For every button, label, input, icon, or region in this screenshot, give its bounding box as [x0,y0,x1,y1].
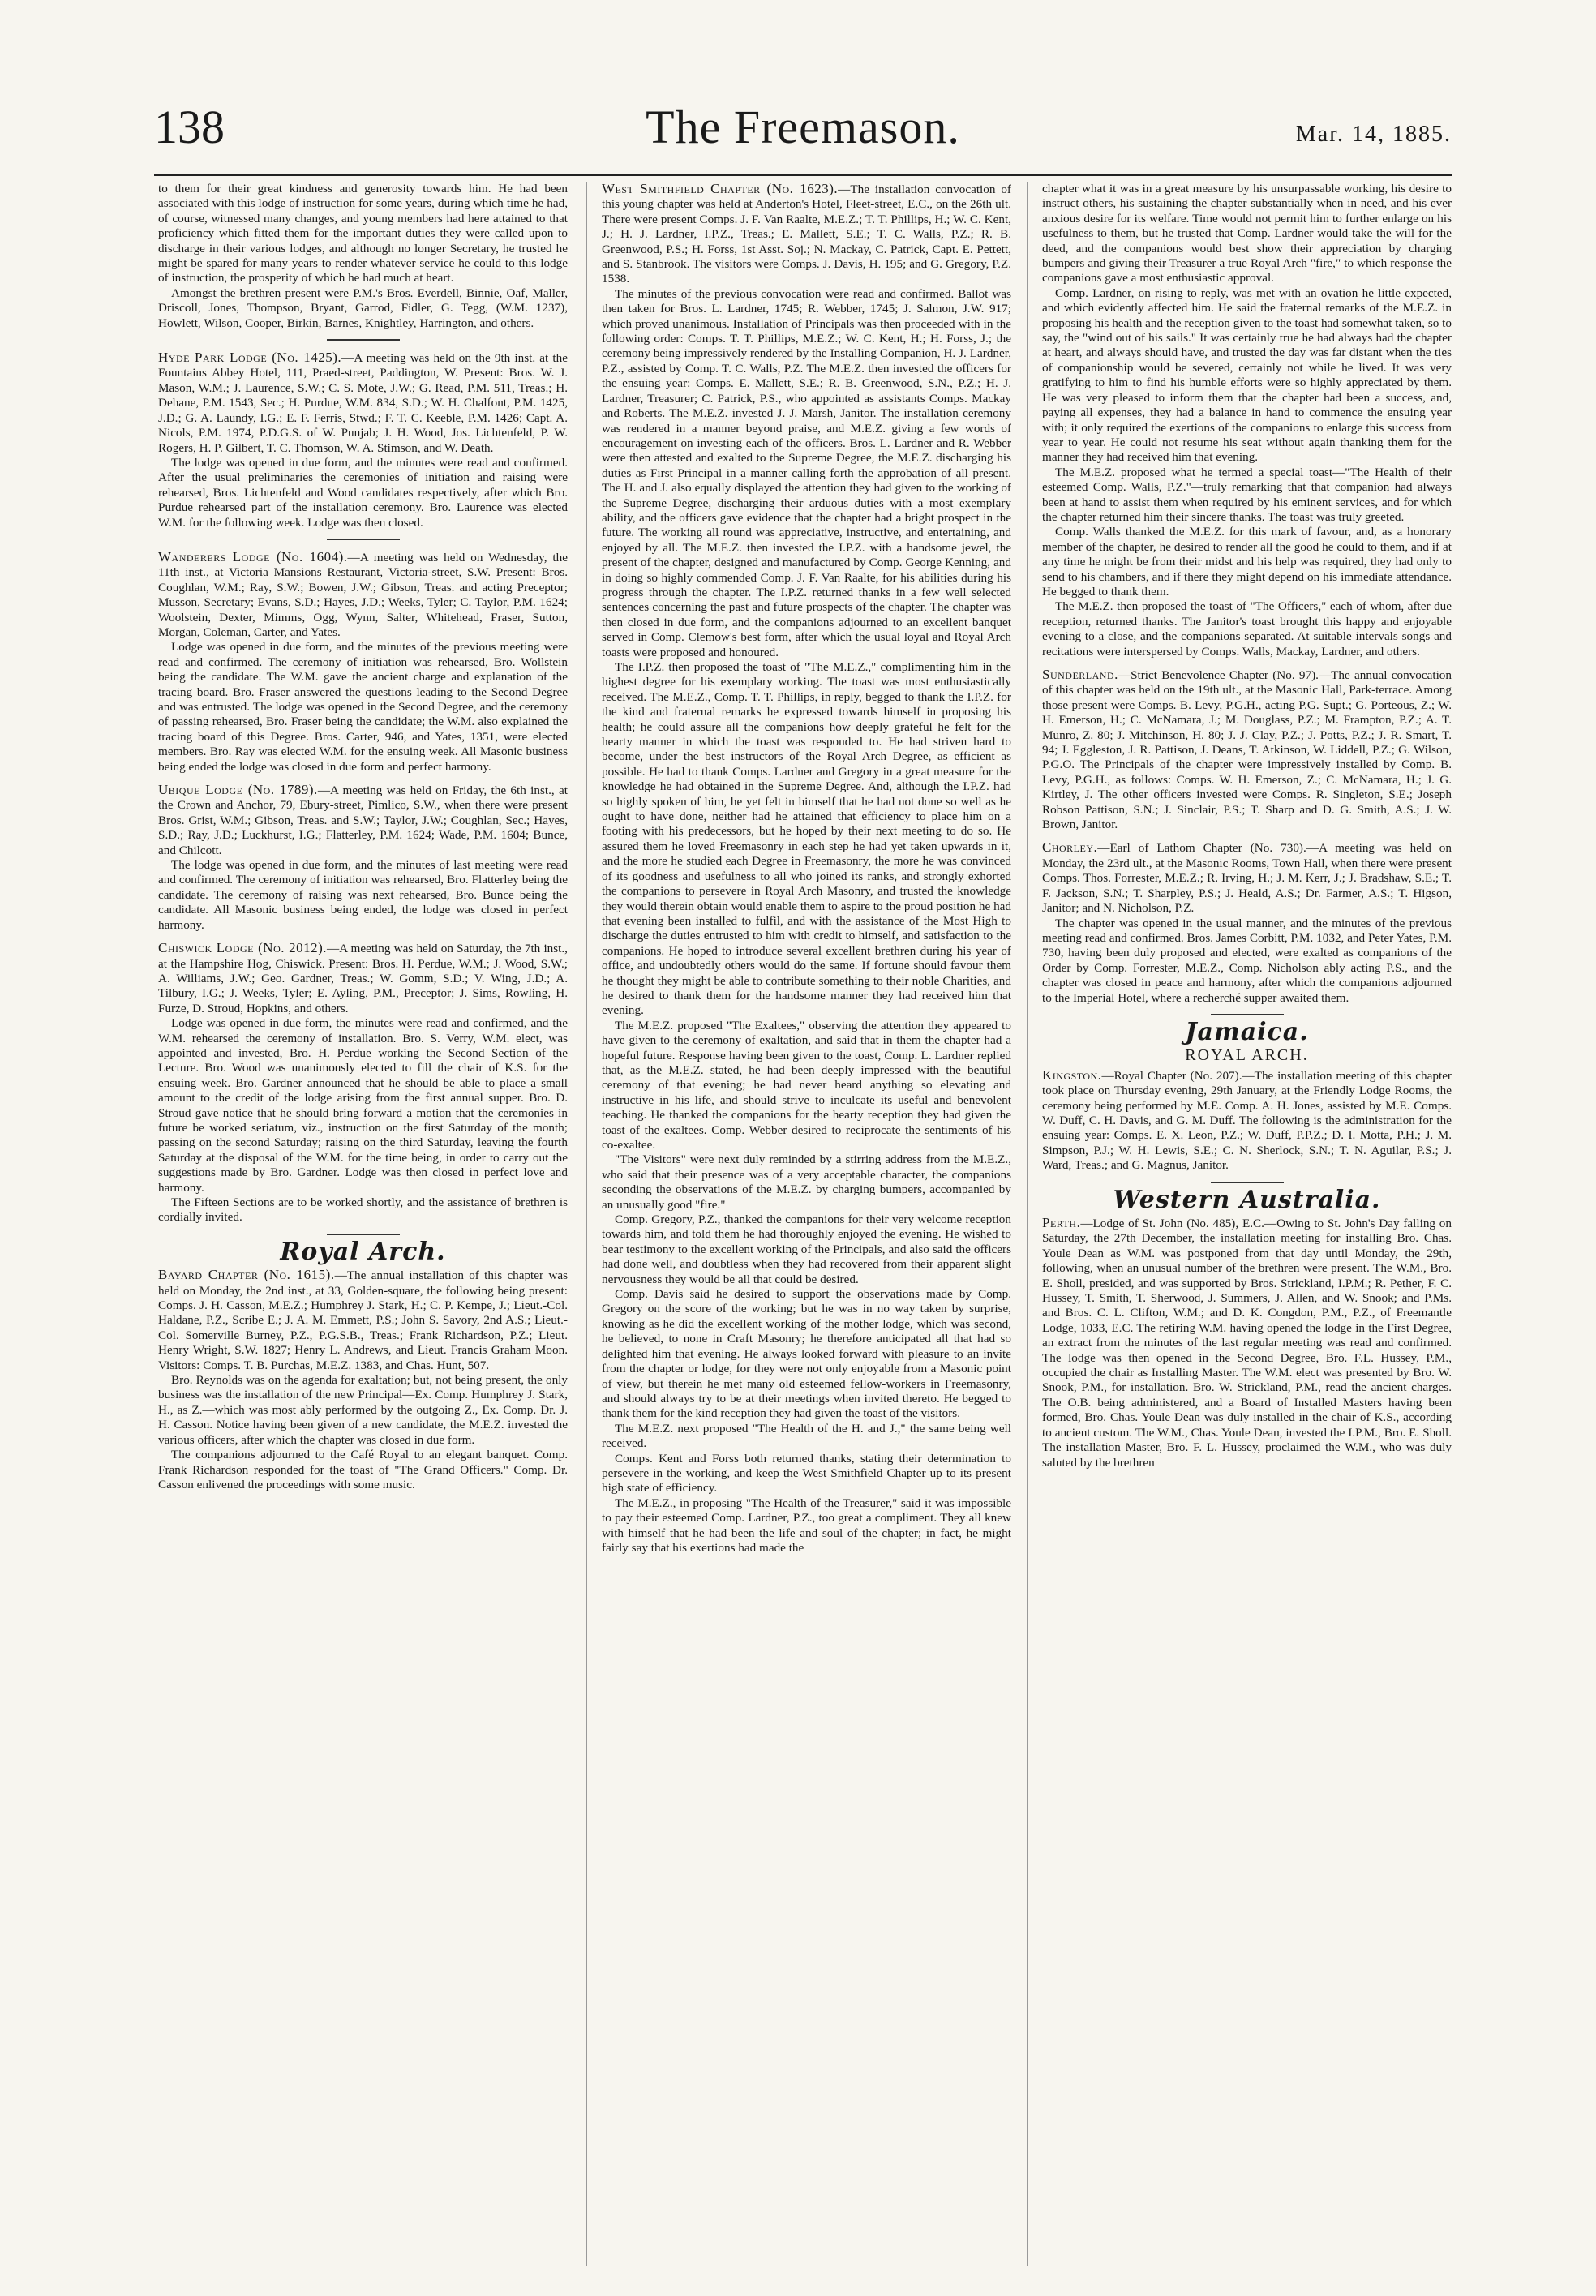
separator [1211,1182,1284,1183]
article-chiswick-lodge [158,941,568,1225]
paragraph: Hyde Park Lodge (No. 1425).—A meeting was held on the 9th inst. at the Fountains Abbey Hotel, 111, Praed-street, Paddington, W. Present: Bros. W. J. Mason, W.M.; J. Laurence, S.W.; C. S. Mote, J.W.; G. Read, P.M. 511, Treas.; H. Dehane, P.M. 1543, Sec.; H. Purdue, W.M. 834, S.D.; W. H. Chalfont, P.M. 1425, J.D.; G. A. Laundy, I.G.; E. F. Ferris, Stwd.; F. T. C. Keeble, P.M. 1426; Capt. A. Nicols, P.M. 1974, P.D.G.S. of W. Punjab; J. H. Wood, Jos. Lichtenfeld, P. W. Rogers, H. P. Gilbert, T. C. Thomson, W. A. Stimson, and W. Death. [158,350,568,455]
paragraph: The companions adjourned to the Café Royal to an elegant banquet. Comp. Frank Richardson responded for the toast of "The Grand Officers." Comp. Dr. Casson enlivened the proceedings with some music. [158,1448,568,1491]
article-heading: Wanderers Lodge (No. 1604). [158,548,348,564]
paragraph: The lodge was opened in due form, and the minutes were read and confirmed. After the usual preliminaries the ceremonies of initiation and raising were rehearsed, Bros. Lichtenfeld and Wood candidates respectively, after which Bro. Purdue rehearsed part of the installation ceremony. Bro. Laurence was elected W.M. for the following week. Lodge was then closed. [158,455,568,530]
paragraph: Bayard Chapter (No. 1615).—The annual installation of this chapter was held on Monday, the 2nd inst., at 33, Golden-square, the following being present: Comps. J. H. Casson, M.E.Z.; Humphrey J. Stark, H.; C. P. Kempe, J.; Lieut.-Col. Haldane, P.Z., Scribe E.; J. A. M. Emmett, P.S.; John S. Savory, 2nd A.S.; Lieut.-Col. Somerville Burney, P.Z., P.G.S.B., Treas.; Frank Richardson, P.Z.; Lieut. Henry Wright, S.W. 1827; Henry L. Andrews, and Lieut. Francis Graham Moon. Visitors: Comps. T. B. Purchas, M.E.Z. 1383, and Chas. Hunt, 507. [158,1267,568,1372]
page-number: 138 [154,101,225,153]
article-heading: West Smithfield Chapter (No. 1623). [602,182,839,196]
article-sunderland [1042,667,1452,832]
paragraph: Chorley.—Earl of Lathom Chapter (No. 730).—A meeting was held on Monday, the 23rd ult., at the Masonic Rooms, Town Hall, when there were present Comps. Thos. Forrester, M.E.Z.; R. Irving, H.; J. M. Kerr, J.; J. Bradshaw, S.E.; T. F. Jackson, S.N.; T. Sharpley, P.S.; J. Heald, A.S.; Dr. Farmer, A.S.; T. Higson, Janitor; and N. Nicholson, P.Z. [1042,839,1452,916]
article-bayard-chapter [158,1268,568,1492]
paragraph: chapter what it was in a great measure by his unsurpassable working, his desire to instruct others, his sustaining the chapter substantially when in need, and his ever anxious desire for its welfare. Time would not permit him to further enlarge on his usefulness to them, but he trusted that Comp. Lardner would take the will for the deed, and the companions would best show their appreciation by charging bumpers and giving their Treasurer a true Royal Arch "fire," to which response the companions gave a most enthusiastic approval. [1042,182,1452,285]
column-divider [1027,182,1028,2266]
separator [1211,1014,1284,1015]
paragraph: The Fifteen Sections are to be worked shortly, and the assistance of brethren is cordially invited. [158,1195,568,1225]
paragraph: The M.E.Z. proposed "The Exaltees," observing the attention they appeared to have given to the ceremony of exaltation, and said that in them the chapter had a hopeful future. Response having been given to the toast, Comp. L. Lardner replied that, as the M.E.Z. stated, he had been deeply impressed with the beautiful ceremony of that evening; he had never heard anything so elevating and instructive in his life, and should strive to inculcate its useful and benevolent teaching. He thanked the companions for the hearty reception they had given the toast of the exaltees. Comp. Webber desired to reciprocate the sentiments of his co-exaltee. [602,1018,1011,1152]
separator [327,339,400,341]
paragraph: Comp. Davis said he desired to support the observations made by Comp. Gregory on the score of the working; but he was in no way taken by surprise, knowing as he did the excellent working of the mother lodge, which was second, he believed, to none in Craft Masonry; he therefore anticipated all that had so delighted him that evening. He always looked forward with pleasure to an invite from the chapter or lodge, for they were not only enjoyable from a Masonic point of view, but therein he met many old esteemed fellow-workers in Freemasonry, and should always try to be at their meetings when invited thereto. He begged to thank them for the kind reception they had given the toast of the visitors. [602,1287,1011,1421]
article-west-smithfield-continued [1042,182,1452,659]
article-continuation [158,182,568,331]
article-heading: Kingston. [1042,1066,1102,1083]
paragraph: The M.E.Z. proposed what he termed a special toast—"The Health of their esteemed Comp. Walls, P.Z."—truly remarking that that companion had always been at hand to assist them when required by his eminent services, and for which the chapter returned him their sincere thanks. The toast was truly greeted. [1042,465,1452,524]
article-perth [1042,1216,1452,1470]
paragraph: Comp. Lardner, on rising to reply, was met with an ovation he little expected, and which evidently affected him. He said the fraternal remarks of the M.E.Z. in proposing his health and the reception given to the toast had somewhat taken, so to say, the "wind out of his sails." It was certainly true he had always had the chapter at heart, and always should have, and trusted the day was far distant when the ties of companionship would be severed, certainly not while he lived. It was very gratifying to him to find his humble efforts were so highly appreciated by them. He was very pleased to inform them that the chapter had been a success, and, paying all expenses, they had a balance in hand to commence the ensuing year with; it only required the exertions of the companions to enlarge this success from year to year. He could not resume his seat without again thanking them for the manner they had received him that evening. [1042,285,1452,465]
paragraph: Kingston.—Royal Chapter (No. 207).—The installation meeting of this chapter took place on Thursday evening, 29th January, at the Friendly Lodge Rooms, the ceremony being performed by M.E. Comp. A. H. Jones, assisted by M.E. Comps. W. Duff, C. H. Davis, and G. M. Duff. The following is the administration for the ensuing year: Comps. E. X. Leon, P.Z.; W. Duff, P.P.Z.; D. I. Motta, P.H.; J. M. Simpson, P.J.; W. H. Lewis, S.E.; C. N. Sherlock, S.N.; T. N. Aguilar, P.S.; J. Ward, Treas.; and G. Magnus, Janitor. [1042,1066,1452,1173]
article-west-smithfield-chapter [602,182,1011,1556]
section-title-western-australia: Western Australia. [1113,1185,1381,1214]
article-heading: Perth. [1042,1215,1081,1230]
article-hyde-park-lodge [158,350,568,530]
paragraph: The M.E.Z. next proposed "The Health of the H. and J.," the same being well received. [602,1421,1011,1451]
article-heading: Chorley. [1042,839,1098,856]
paragraph: The M.E.Z., in proposing "The Health of the Treasurer," said it was impossible to pay their esteemed Comp. Lardner, P.Z., too great a compliment. They all knew with himself that he had been the life and soul of the chapter; in fact, he might fairly say that his exertions had made the [602,1496,1011,1555]
column-1 [158,182,568,2266]
paragraph: Lodge was opened in due form, the minutes were read and confirmed, and the W.M. rehearsed the ceremony of installation. Bro. S. Verry, W.M. elect, was appointed and invested, Bro. H. Perdue working the Second Section of the Lecture. Bro. Wood was unanimously elected to fill the chair of K.S. for the ensuing week. Bro. Gardner announced that he should be able to place a small amount to the credit of the lodge arising from the first annual supper. Bro. D. Stroud gave notice that he should bring forward a motion that the ceremonies in future be worked seriatum, viz., instruction on the first Saturday of the month; passing on the second Saturday; raising on the third Saturday, leaving the fourth Saturday at the disposal of the W.M. for the time being, in order to carry out the suggestions made by Bro. Gardner. Lodge was then closed in perfect love and harmony. [158,1016,568,1195]
paragraph: Wanderers Lodge (No. 1604).—A meeting was held on Wednesday, the 11th inst., at Victoria Mansions Restaurant, Victoria-street, S.W. Present: Bros. Coughlan, W.M.; Ray, S.W.; Bowen, J.W.; Gibson, Treas. and acting Preceptor; Musson, Secretary; Evans, S.D.; Hayes, J.D.; Weeks, Tyler; C. Taylor, P.M. 1624; Woolstein, Dexter, Mimms, Ogg, Wynn, Salter, Whitehead, Fraser, Sutton, Morgan, Coleman, Carter, and Yates. [158,548,568,639]
paragraph: Comp. Walls thanked the M.E.Z. for this mark of favour, and, as a honorary member of the chapter, he desired to render all the good he could to them, and if at any time he might be from their midst and his help was required, they had only to send to his chambers, and if there they might depend on his immediate attendance. He begged to thank them. [1042,525,1452,599]
masthead-rule [154,174,1452,176]
article-heading: Sunderland. [1042,667,1118,682]
separator [327,1234,400,1235]
article-heading: Hyde Park Lodge (No. 1425). [158,350,342,366]
issue-date: Mar. 14, 1885. [1295,122,1452,147]
paragraph: West Smithfield Chapter (No. 1623).—The installation convocation of this young chapter was held at Anderton's Hotel, Fleet-street, E.C., on the 26th ult. There were present Comps. J. F. Van Raalte, M.E.Z.; T. T. Phillips, H.; W. C. Kent, J.; H. J. Lardner, I.P.Z., Treas.; E. Mallett, S.E.; T. C. Walls, P.Z.; R. B. Greenwood, P.S.; H. Forss, 1st Asst. Soj.; N. Mackay, C. Patrick, Capt. E. Pettett, and S. Stanbrook. The visitors were Comps. J. Davis, H. 195; and G. Gregory, P.Z. 1538. [602,182,1011,286]
paragraph: Sunderland.—Strict Benevolence Chapter (No. 97).—The annual convocation of this chapter was held on the 19th ult., at the Masonic Hall, Park-terrace. Among those present were Comps. B. Levy, P.G.H., acting P.G. Supt.; G. Porteous, Z.; W. H. Emerson, H.; C. McNamara, J.; M. Douglass, P.Z.; M. Frampton, P.Z.; A. T. Munro, Z. 80; J. Mitchinson, H. 80; J. J. Clay, P.Z.; J. Potts, P.Z.; J. R. Smart, T. 94; J. Eggleston, J. R. Pattison, J. Deans, T. Atkinson, W. Liddell, P.Z.; G. Wilson, P.G.O. The Principals of the chapter were impressively installed by Comp. B. Levy, P.G.H., as follows: Comps. W. H. Emerson, Z.; C. McNamara, H.; J. G. Kirtley, J. The other officers invested were Comps. R. Singleton, S.E.; Joseph Robson Pattison, S.N.; J. Sinclair, P.S.; T. Sharp and D. G. Smith, A.S.; J. W. Brown, Janitor. [1042,667,1452,832]
article-wanderers-lodge [158,550,568,775]
paragraph: "The Visitors" were next duly reminded by a stirring address from the M.E.Z., who said that their presence was of a very acceptable character, the companions seconding the observations of the M.E.Z. by charging bumpers, accompanied by an unusually good "fire." [602,1152,1011,1212]
section-title-jamaica: Jamaica. [1185,1017,1309,1046]
paragraph: Comp. Gregory, P.Z., thanked the companions for their very welcome reception towards him, and told them he had thoroughly enjoyed the evening. He wished to bear testimony to the excellent working of the Principals, and also said the officers had done well, and doubtless when they had recovered from their apparent slight nervousness they would be all that could be desired. [602,1212,1011,1286]
paragraph: to them for their great kindness and generosity towards him. He had been associated with this lodge of instruction for some years, during which time he had, of course, witnessed many changes, and young members had here attained to that proficiency which fitted them for the important duties they were called upon to discharge in their various lodges, and although no longer Secretary, he trusted he might be spared for many years to render whatever service he could to this lodge of instruction, the prosperity of which he had much at heart. [158,182,568,285]
article-chorley [1042,840,1452,1005]
section-title-royal-arch: Royal Arch. [280,1237,446,1266]
paragraph: Chiswick Lodge (No. 2012).—A meeting was held on Saturday, the 7th inst., at the Hampshire Hog, Chiswick. Present: Bros. H. Perdue, W.M.; J. Wood, S.W.; A. Williams, J.W.; Geo. Gardner, Treas.; W. Gomm, S.D.; V. Wing, J.D.; A. Tilbury, I.G.; J. Weeks, Tyler; E. Ayling, P.M., Preceptor; J. Sims, Rowling, H. Furze, D. Stroud, Hopkins, and others. [158,940,568,1015]
paragraph: The M.E.Z. then proposed the toast of "The Officers," each of whom, after due reception, returned thanks. The Janitor's toast brought this happy and enjoyable evening to a close, and the companions separated. At suitable intervals songs and recitations were interspersed by Comps. Walls, Mackay, Lardner, and others. [1042,599,1452,659]
paragraph: Lodge was opened in due form, and the minutes of the previous meeting were read and confirmed. The ceremony of initiation was rehearsed, Bro. Wollstein being the candidate. The W.M. gave the ancient charge and explanation of the tracing board. Bro. Fraser answered the questions leading to the Second Degree and was entrusted. The lodge was opened in the Second Degree, and the ceremony of passing rehearsed, Bro. Fraser being the candidate; the W.M. also explained the tracing board of this Degree. Bros. Carter, 946, and Yates, 1351, were elected members. Bro. Ray was elected W.M. for the ensuing week. All Masonic business being ended the lodge was closed in due form and perfect harmony. [158,640,568,774]
article-ubique-lodge [158,783,568,933]
column-divider [586,182,587,2266]
paragraph: Comps. Kent and Forss both returned thanks, stating their determination to persevere in the working, and keep the West Smithfield Chapter up to its present high state of efficiency. [602,1451,1011,1496]
article-heading: Bayard Chapter (No. 1615). [158,1267,335,1283]
paragraph: Bro. Reynolds was on the agenda for exaltation; but, not being present, the only business was the installation of the new Principal—Ex. Comp. Humphrey J. Stark, H., as Z.—which was most ably performed by the outgoing Z., Ex. Comp. Dr. J. H. Casson. Notice having been given of a new candidate, the M.E.Z. invested the various officers, after which the chapter was closed in due form. [158,1373,568,1447]
article-heading: Chiswick Lodge (No. 2012). [158,940,328,956]
paragraph: The chapter was opened in the usual manner, and the minutes of the previous meeting read and confirmed. Bros. James Corbitt, P.M. 1032, and Peter Yates, P.M. 730, having been duly proposed and elected, were exalted as companions of the Order by Comp. Forrester, M.E.Z., Comp. Nicholson ably acting P.S., and the chapter was closed in peace and harmony, after which the companions adjourned to the Imperial Hotel, where a recherché supper awaited them. [1042,916,1452,1005]
column-2 [602,182,1011,2266]
article-kingston [1042,1068,1452,1174]
paragraph: The lodge was opened in due form, and the minutes of last meeting were read and confirmed. The ceremony of initiation was rehearsed, Bro. Flatterley being the candidate. The ceremony of raising was next rehearsed, Bro. Bunce being the candidate. All Masonic business being ended, the lodge was closed in perfect harmony. [158,858,568,932]
paragraph: Amongst the brethren present were P.M.'s Bros. Everdell, Binnie, Oaf, Maller, Driscoll, Jones, Thompson, Bryant, Garrod, Fidler, G. Tegg, (W.M. 1237), Howlett, Wilson, Cooper, Birkin, Barnes, Knightley, Harrington, and others. [158,285,568,330]
subsection-title-royal-arch: ROYAL ARCH. [1185,1046,1309,1065]
paragraph: The I.P.Z. then proposed the toast of "The M.E.Z.," complimenting him in the highest degree for his exemplary working. The toast was most enthusiastically received. The M.E.Z., Comp. T. T. Phillips, in reply, begged to thank the I.P.Z. for the kind and fraternal remarks he expressed towards himself in proposing his health; he could assure all the companions how deeply grateful he felt for the hearty manner in which the toast was responded to. He had striven hard to become, under the best instructors of the Royal Arch Degree, as efficient as possible. He had to thank Comps. Lardner and Gregory in a great measure for the knowledge he had obtained in the Supreme Degree. And, although the I.P.Z. had so highly spoken of him, he yet felt in himself that he had not done so well as he ought to have done, neither had he attained that efficiency to place him on a footing with his predecessors, but he hoped by their next meeting to do so. He assured them he loved Freemasonry in each step he had yet taken upwards in it, and the more he studied each Degree in Freemasonry, the more he was convinced of its goodness and usefulness to all who joined its ranks, and strongly exhorted the companions to persevere in Royal Arch Masonry, and trusted the knowledge they would therein obtain would enable them to aspire to the proud position he had that evening been installed to fulfil, and with the assistance of the Most High to discharge the duties entrusted to him with credit to himself, and satisfaction to the companions. He hoped to introduce several excellent brethren during his year of office, and undoubtedly others would do the same. If fortune should favour them he thought they might be able to contribute something to their noble Charities, and he desired to thank them for the handsome manner they had received him that evening. [602,660,1011,1018]
column-3 [1042,182,1452,2266]
masthead [154,101,1452,174]
paragraph: The minutes of the previous convocation were read and confirmed. Ballot was then taken for Bros. L. Lardner, 1745; R. Webber, 1745; J. Salmon, J.W. 917; which proved unanimous. Installation of Principals was then proceeded with in the following order: Comps. T. T. Phillips, M.E.Z.; W. C. Kent, H.; H. Forss, J.; the ceremony being impressively rendered by the Installing Companion, H. J. Lardner, P.Z., assisted by Comp. T. C. Walls, P.Z. The M.E.Z. then invested the officers for the ensuing year: Comps. E. Mallett, S.E.; R. B. Greenwood, S.N., P.Z.; H. J. Lardner, Treasurer; C. Patrick, P.S., who appointed as assistants Comps. Mackay and Roberts. The M.E.Z. invested J. J. Marsh, Janitor. The installation ceremony was rendered in a manner beyond praise, and M.E.Z. giving a few words of encouragement on investing each of the officers. Bros. L. Lardner and R. Webber were then attested and exalted to the Supreme Degree, the M.E.Z. discharging his duties as First Principal in a manner calling forth the approbation of all present. The H. and J. also equally displayed the attention they had given to the working of the Supreme Degree, discharging their arduous duties with a most exemplary ability, and the officers gave evidence that the chapter had a bright prospect in the future. The working all round was appreciative, instructive, and entertaining, and enjoyed by all. The M.E.Z. then invested the I.P.Z. with a handsome jewel, the present of the chapter, designed and manufactured by Comp. George Kenning, and in doing so highly commended Comp. J. F. Van Raalte, for his abilities during his progress through the chapter. The I.P.Z. returned thanks in a few well selected sentences concerning the past and future prospects of the chapter. The chapter was then closed in due form, and the companions adjourned to an excellent banquet served in Comp. Clemow's best form, after which the usual loyal and Royal Arch toasts were proposed and honoured. [602,286,1011,659]
paragraph: Ubique Lodge (No. 1789).—A meeting was held on Friday, the 6th inst., at the Crown and Anchor, 79, Ebury-street, Pimlico, S.W., when there were present Bros. Grist, W.M.; Gibson, Treas. and S.W.; Taylor, J.W.; Coughlan, Sec.; Hayes, S.D.; Ray, J.D.; Luckhurst, I.G.; Flatterley, P.M. 1624; Wade, P.M. 1604; Bunce, and Chilcott. [158,782,568,857]
paragraph: Perth.—Lodge of St. John (No. 485), E.C.—Owing to St. John's Day falling on Saturday, the 27th December, the installation meeting for installing Bro. Chas. Youle Dean as W.M. was postponed from that day until Monday, the 29th, following, when an unusual number of the brethren were present. The W.M., Bro. E. Sholl, presided, and was supported by Bros. Strickland, I.P.M.; R. Pether, F. C. Hussey, T. Smith, T. Sherwood, J. Summers, J. Allen, and W. Snook; and P.Ms. and Bros. C. L. Clifton, W.M.; and D. K. Congdon, P.M., P.Z., of Freemantle Lodge, 1033, E.C. The retiring W.M. having opened the lodge in the First Degree, an extract from the minutes of the last regular meeting was read and confirmed. The lodge was then opened in the Second Degree, Bro. F.L. Hussey, P.M., occupied the chair as Installing Master. The W.M. elect was presented by Bro. W. Snook, P.M., for installation. Bro. W. Strickland, P.M., read the ancient charges. The O.B. being administered, and a Board of Installed Masters having been formed, Bro. Chas. Youle Dean was duly installed in the chair of K.S., according to ancient custom. The W.M., Chas. Youle Dean, invested the I.P.M., Bro. E. Sholl. The installation Master, Bro. F. L. Hussey, proclaimed the W.M., who was duly saluted by the brethren [1042,1215,1452,1470]
article-heading: Ubique Lodge (No. 1789). [158,782,318,798]
publication-title: The Freemason. [646,101,960,153]
separator [327,539,400,540]
